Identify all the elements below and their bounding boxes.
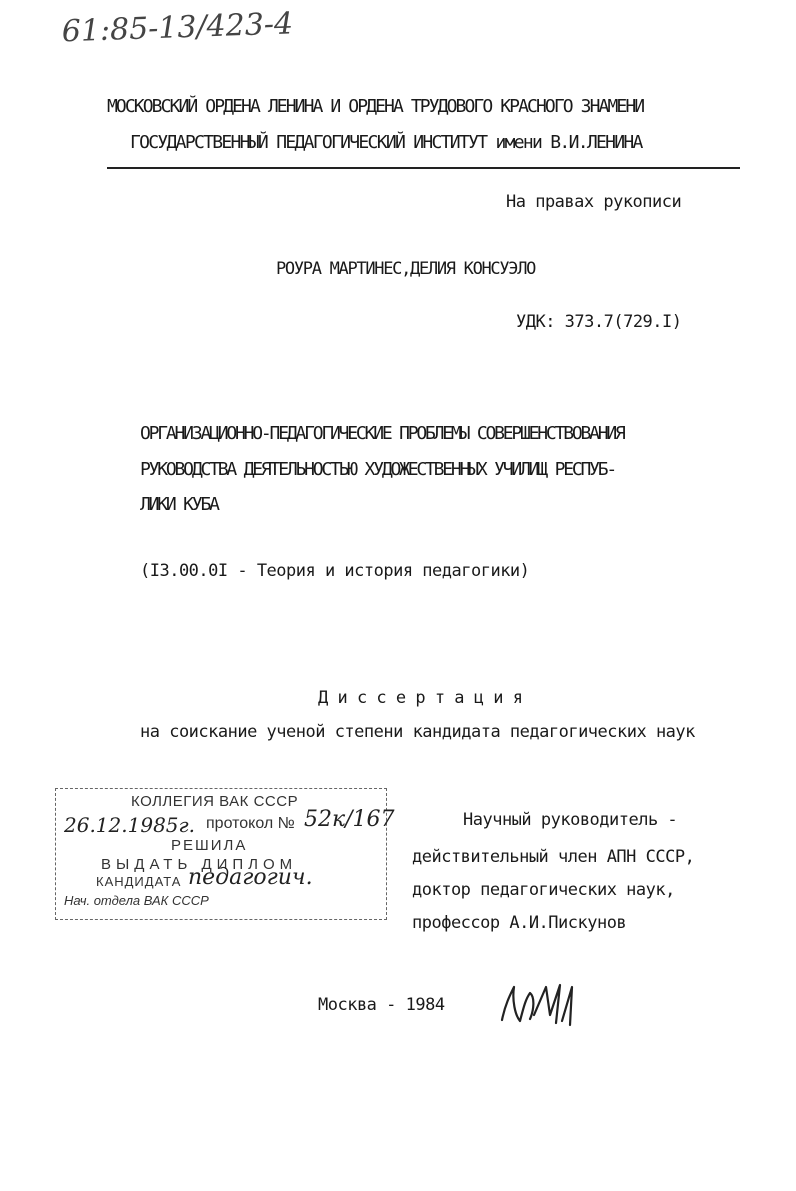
stamp-line-3: РЕШИЛА bbox=[171, 837, 248, 854]
stamp-line-5-hand: педагогич. bbox=[188, 865, 313, 890]
city-year: Москва - 1984 bbox=[318, 995, 445, 1015]
signature-mark bbox=[490, 975, 590, 1035]
specialty-code: (I3.00.0I - Теория и история педагогики) bbox=[140, 561, 530, 581]
stamp-line-1: КОЛЛЕГИЯ ВАК СССР bbox=[131, 793, 299, 810]
supervisor-line-1: Научный руководитель - bbox=[463, 810, 678, 830]
handwritten-archive-code: 61:85-13/423-4 bbox=[61, 6, 294, 50]
author-name: РОУРА МАРТИНЕС,ДЕЛИЯ КОНСУЭЛО bbox=[276, 259, 536, 279]
work-type: Д и с с е р т а ц и я bbox=[318, 688, 523, 708]
header-divider bbox=[107, 167, 740, 169]
stamp-protocol-label: протокол № bbox=[206, 815, 295, 832]
title-line-1: ОРГАНИЗАЦИОННО-ПЕДАГОГИЧЕСКИЕ ПРОБЛЕМЫ СОВЕРШЕНСТВОВАНИЯ bbox=[140, 423, 624, 444]
institution-line-1: МОСКОВСКИЙ ОРДЕНА ЛЕНИНА И ОРДЕНА ТРУДОВОГО КРАСНОГО ЗНАМЕНИ bbox=[107, 96, 644, 117]
title-line-3: ЛИКИ КУБА bbox=[140, 494, 218, 515]
stamp-line-4: ВЫДАТЬ ДИПЛОМ bbox=[101, 856, 298, 873]
manuscript-note: На правах рукописи bbox=[506, 192, 682, 212]
degree-line: на соискание ученой степени кандидата педагогических наук bbox=[140, 722, 695, 742]
institution-line-2: ГОСУДАРСТВЕННЫЙ ПЕДАГОГИЧЕСКИЙ ИНСТИТУТ имени В.И.ЛЕНИНА bbox=[130, 132, 642, 153]
stamp-line-6: Нач. отдела ВАК СССР bbox=[64, 893, 209, 908]
udc-code: УДК: 373.7(729.I) bbox=[516, 312, 682, 332]
stamp-protocol-number: 52к/167 bbox=[304, 807, 395, 832]
supervisor-line-2: действительный член АПН СССР, bbox=[412, 847, 695, 867]
stamp-date: 26.12.1985г. bbox=[64, 813, 195, 837]
title-line-2: РУКОВОДСТВА ДЕЯТЕЛЬНОСТЬЮ ХУДОЖЕСТВЕННЫХ УЧИЛИЩ РЕСПУБ- bbox=[140, 459, 616, 480]
vak-stamp bbox=[55, 788, 395, 920]
stamp-line-5-prefix: КАНДИДАТА bbox=[96, 874, 182, 889]
supervisor-line-4: профессор А.И.Пискунов bbox=[412, 913, 627, 933]
supervisor-line-3: доктор педагогических наук, bbox=[412, 880, 675, 900]
